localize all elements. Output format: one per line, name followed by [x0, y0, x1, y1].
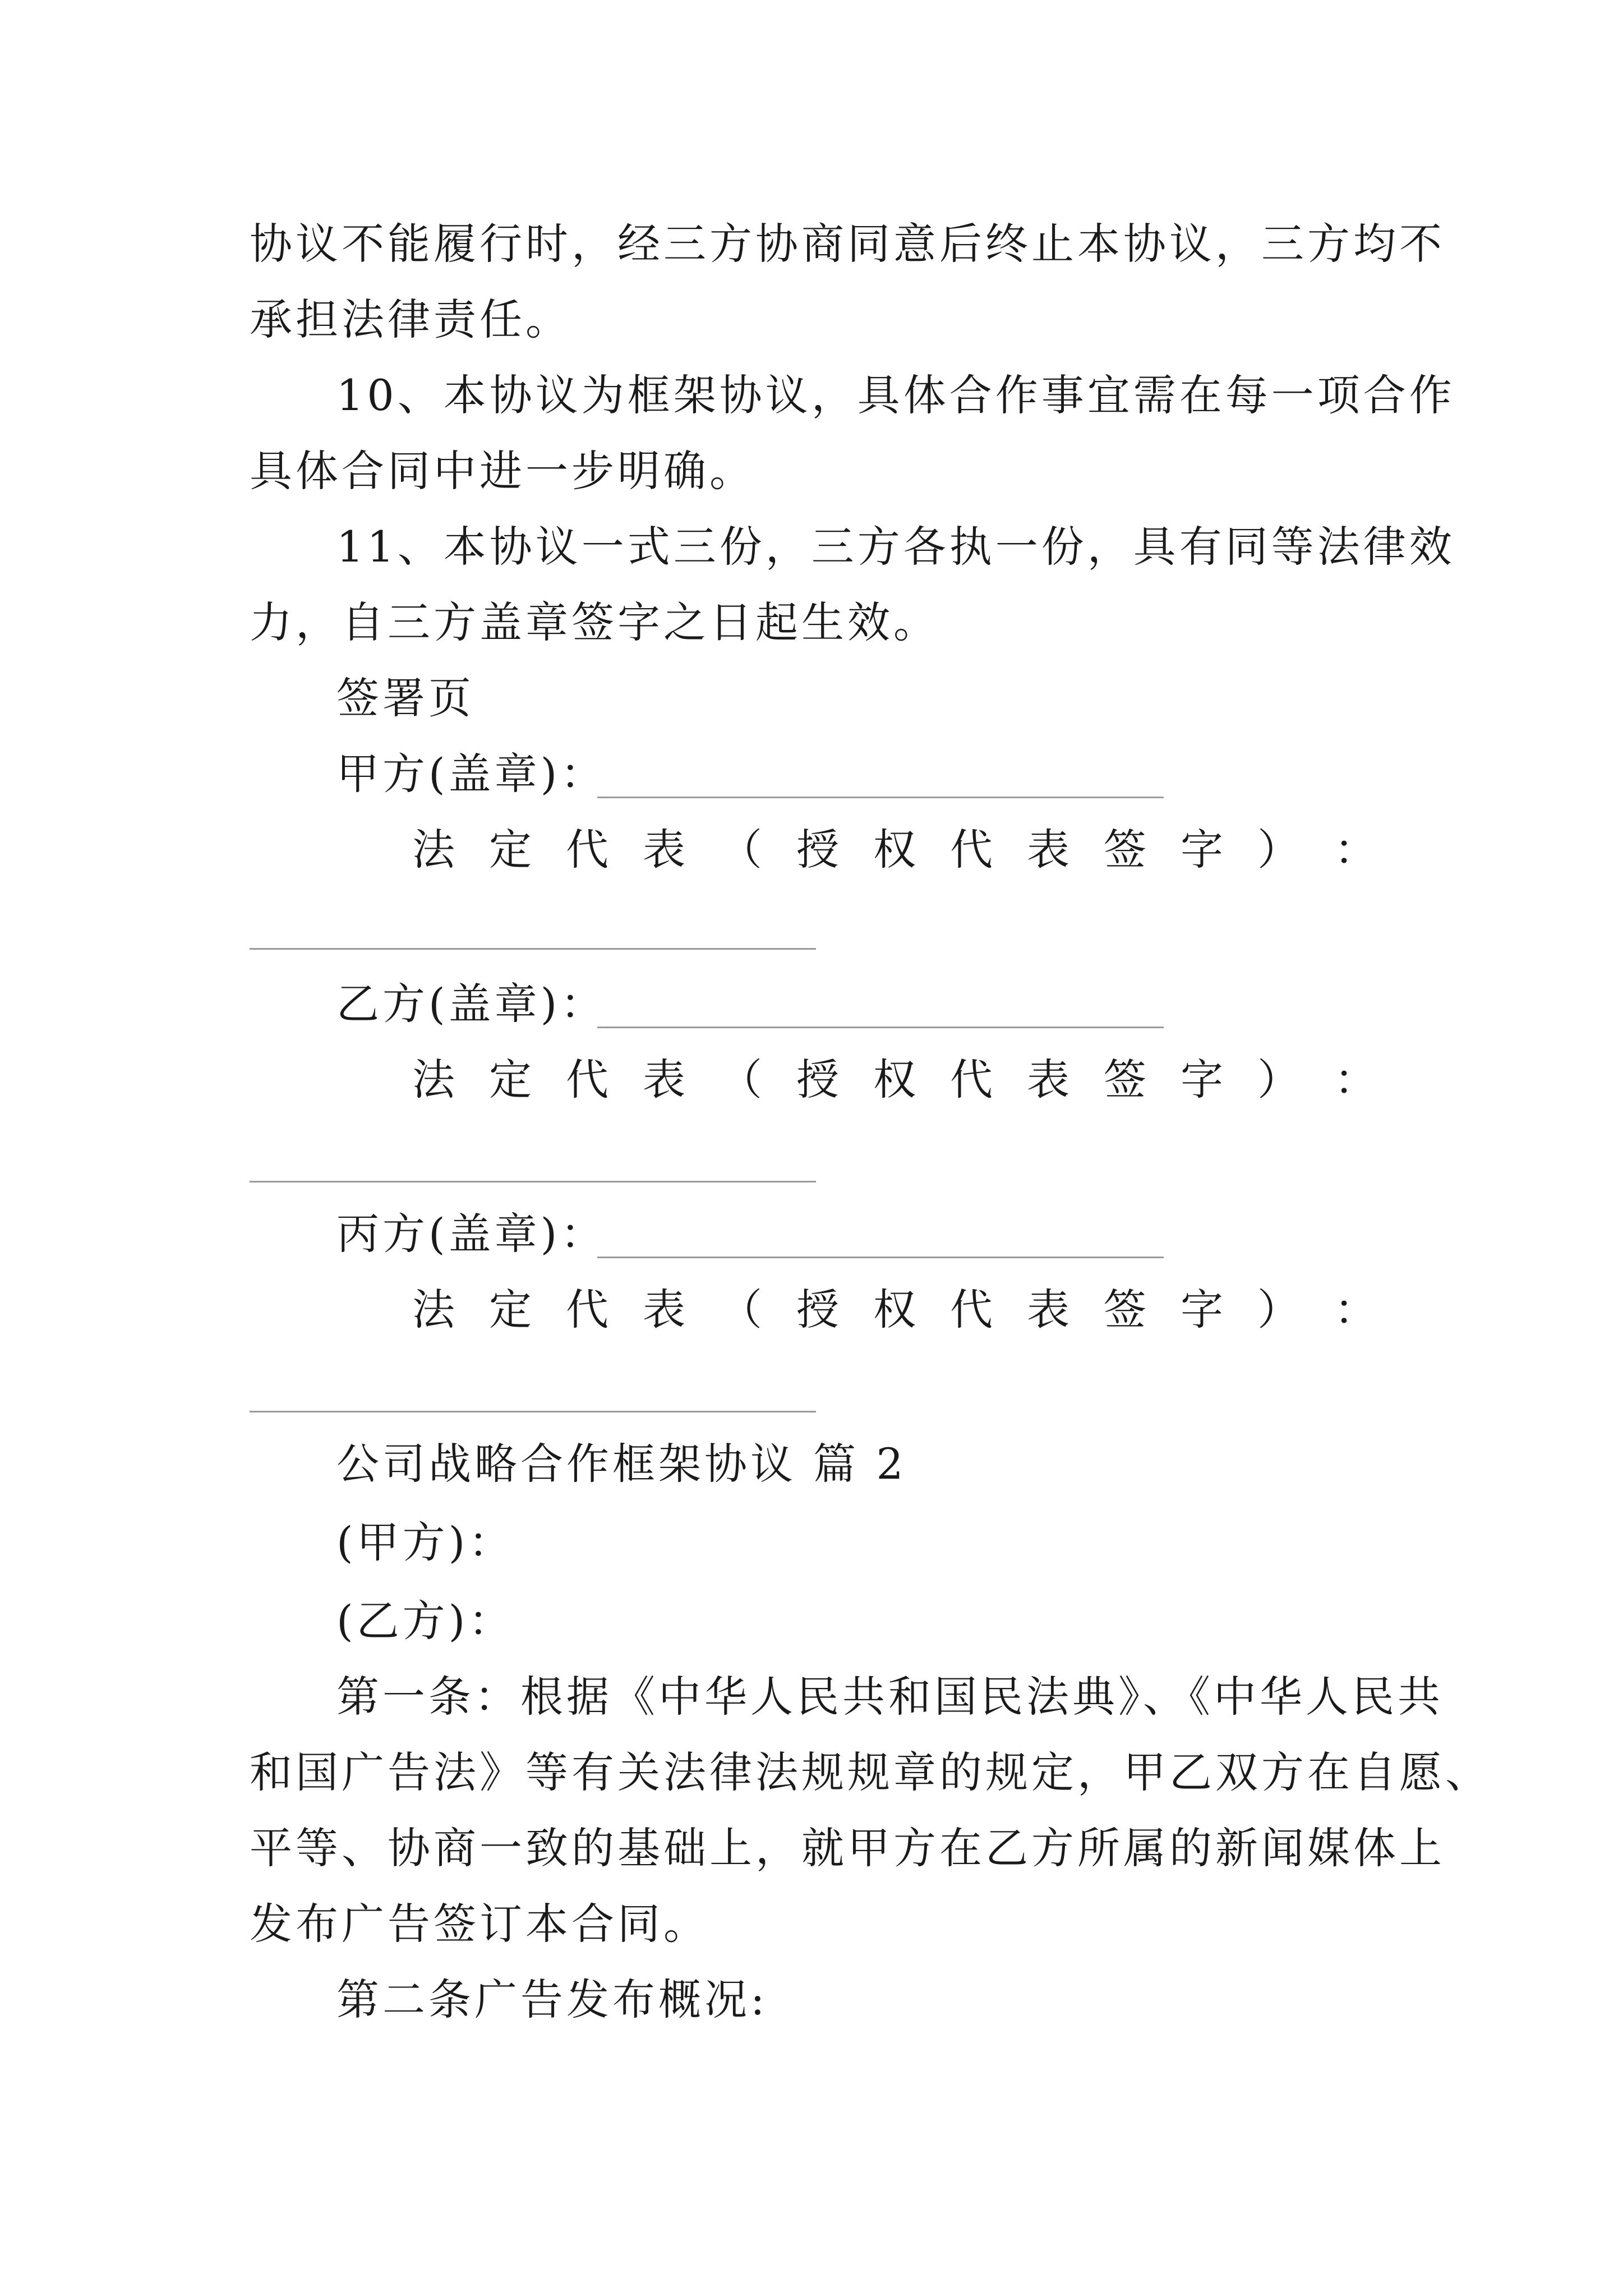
party-a-seal-label: 甲方(盖章)： [336, 749, 607, 799]
rep-char: ： [1334, 1055, 1377, 1105]
article-heading: 公司战略合作框架协议 篇 2 [336, 1439, 907, 1489]
rep-char: 法 [412, 825, 455, 875]
rep-char: 法 [412, 1055, 455, 1105]
rep-char: 表 [643, 1285, 685, 1335]
rep-char: 字 [1181, 825, 1223, 875]
rep-char: ） [1257, 1285, 1300, 1335]
party-c-seal-label: 丙方(盖章)： [336, 1209, 607, 1259]
party-b-seal-blank [597, 1027, 1164, 1028]
clause-11-line: 力，自三方盖章签字之日起生效。 [250, 597, 939, 647]
rep-char: 代 [566, 1285, 608, 1335]
rep-char: 字 [1181, 1055, 1223, 1105]
party-a-seal-blank [597, 797, 1164, 798]
rep-char: 权 [873, 1055, 916, 1105]
clause-1-line: 第一条：根据《中华人民共和国民法典》、《中华人民共 [336, 1672, 1444, 1722]
rep-char: （ [720, 1055, 762, 1105]
rep-char: 授 [796, 825, 839, 875]
article-party-b: (乙方)： [336, 1596, 515, 1646]
rep-char: ） [1257, 1055, 1300, 1105]
rep-char: 授 [796, 1285, 839, 1335]
rep-char: 代 [950, 1285, 993, 1335]
rep-char: 表 [1027, 825, 1069, 875]
rep-char: 表 [643, 825, 685, 875]
rep-char: ： [1334, 825, 1377, 875]
party-a-representative-label [412, 822, 1377, 878]
rep-char: 定 [489, 1055, 532, 1105]
clause-10-line: 10、本协议为框架协议，具体合作事宜需在每一项合作 [336, 370, 1455, 420]
rep-char: 代 [566, 1055, 608, 1105]
rep-char: 代 [566, 825, 608, 875]
paragraph-line: 承担法律责任。 [250, 295, 571, 344]
party-c-seal-blank [597, 1257, 1164, 1258]
rep-char: 代 [950, 825, 993, 875]
rep-char: 权 [873, 825, 916, 875]
clause-10-line: 具体合同中进一步明确。 [250, 446, 755, 496]
party-b-representative-blank [250, 1181, 816, 1182]
clause-1-line: 平等、协商一致的基础上，就甲方在乙方所属的新闻媒体上 [250, 1823, 1445, 1873]
rep-char: 字 [1181, 1285, 1223, 1335]
rep-char: 签 [1104, 1055, 1146, 1105]
article-party-a: (甲方)： [336, 1517, 515, 1567]
party-c-representative-label [412, 1282, 1377, 1338]
signature-page-title: 签署页 [336, 673, 474, 723]
rep-char: 签 [1104, 825, 1146, 875]
clause-1-line: 发布广告签订本合同。 [250, 1899, 709, 1949]
party-a-representative-blank [250, 948, 816, 950]
clause-1-line: 和国广告法》等有关法律法规规章的规定，甲乙双方在自愿、 [250, 1747, 1491, 1797]
rep-char: 签 [1104, 1285, 1146, 1335]
rep-char: ） [1257, 825, 1300, 875]
rep-char: 定 [489, 1285, 532, 1335]
rep-char: 代 [950, 1055, 993, 1105]
clause-2-heading: 第二条广告发布概况: [336, 1975, 768, 2024]
rep-char: （ [720, 825, 762, 875]
clause-11-line: 11、本协议一式三份，三方各执一份，具有同等法律效 [336, 522, 1455, 572]
paragraph-line: 协议不能履行时，经三方协商同意后终止本协议，三方均不 [250, 219, 1445, 269]
rep-char: 授 [796, 1055, 839, 1105]
rep-char: 定 [489, 825, 532, 875]
rep-char: （ [720, 1285, 762, 1335]
party-c-representative-blank [250, 1411, 816, 1412]
rep-char: 表 [643, 1055, 685, 1105]
party-b-representative-label [412, 1052, 1377, 1108]
rep-char: 表 [1027, 1055, 1069, 1105]
rep-char: 法 [412, 1285, 455, 1335]
party-b-seal-label: 乙方(盖章)： [336, 979, 607, 1029]
rep-char: ： [1334, 1285, 1377, 1335]
rep-char: 表 [1027, 1285, 1069, 1335]
rep-char: 权 [873, 1285, 916, 1335]
